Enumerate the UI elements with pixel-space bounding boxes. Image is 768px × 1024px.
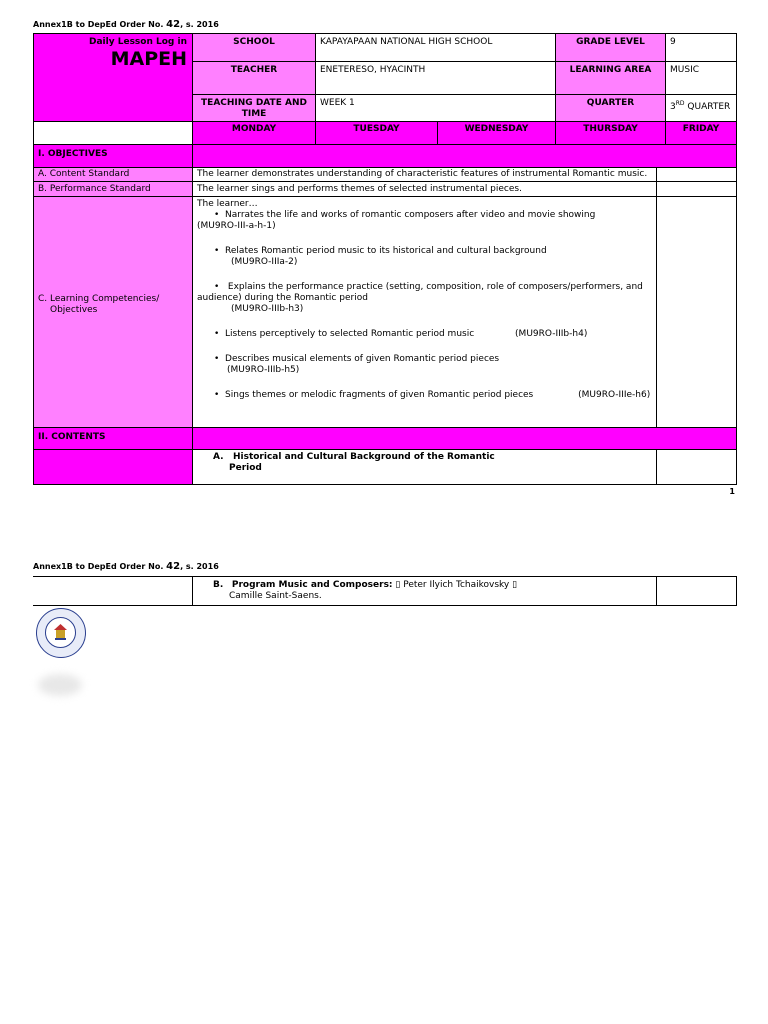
teaching-date-label: TEACHING DATE AND TIME — [192, 94, 316, 122]
day-thursday: THURSDAY — [555, 121, 666, 145]
learning-area-value: MUSIC — [665, 61, 737, 95]
competency-item: • Listens perceptively to selected Romantic period music (MU9RO-IIIb-h4) — [214, 329, 588, 339]
competencies-friday — [656, 196, 737, 428]
teacher-value: ENETERESO, HYACINTH — [315, 61, 556, 95]
competency-item: • Relates Romantic period music to its historical and cultural background (MU9RO-IIIa-2) — [214, 246, 547, 267]
grade-level-label: GRADE LEVEL — [555, 33, 666, 62]
contents-heading-fill — [192, 427, 737, 450]
competency-item: • Describes musical elements of given Romantic period pieces (MU9RO-IIIb-h5) — [214, 354, 500, 375]
grade-level-value: 9 — [665, 33, 737, 62]
contents-a-friday — [656, 449, 737, 485]
teaching-date-value: WEEK 1 — [315, 94, 556, 122]
teacher-label: TEACHER — [192, 61, 316, 95]
contents-heading: II. CONTENTS — [33, 427, 193, 450]
content-standard-label: A. Content Standard — [33, 167, 193, 182]
objectives-heading: I. OBJECTIVES — [33, 144, 193, 168]
blurred-mark — [38, 674, 82, 696]
school-label: SCHOOL — [192, 33, 316, 62]
log-title: Daily Lesson Log in — [89, 37, 187, 47]
content-standard-text: The learner demonstrates understanding of characteristic features of instrumental Romantic music. — [192, 167, 657, 182]
contents-a-left — [33, 449, 193, 485]
quarter-label: QUARTER — [555, 94, 666, 122]
page-number: 1 — [729, 487, 735, 496]
competency-item: • Explains the performance practice (setting, composition, role of composers/performers, and audience) during the Romantic period (MU9RO-IIIb-h3) — [197, 282, 643, 314]
day-wednesday: WEDNESDAY — [437, 121, 556, 145]
day-tuesday: TUESDAY — [315, 121, 438, 145]
learning-area-label: LEARNING AREA — [555, 61, 666, 95]
title-block — [33, 33, 193, 122]
day-monday: MONDAY — [192, 121, 316, 145]
quarter-value: 3RD QUARTER — [665, 94, 737, 122]
contents-item-a: A. Historical and Cultural Background of the Romantic Period — [192, 449, 657, 485]
annex-reference-page-2: Annex1B to DepEd Order No. 42, s. 2016 — [33, 561, 219, 572]
school-value: KAPAYAPAAN NATIONAL HIGH SCHOOL — [315, 33, 556, 62]
competency-item: • Narrates the life and works of romantic composers after video and movie showing (MU9RO-III-a-h-1) — [197, 210, 596, 231]
day-friday: FRIDAY — [665, 121, 737, 145]
contents-item-b: B. Program Music and Composers: ▯ Peter Ilyich Tchaikovsky ▯ Camille Saint-Saens. — [192, 576, 657, 606]
objectives-heading-fill — [192, 144, 737, 168]
competencies-list — [192, 196, 657, 428]
performance-standard-friday — [656, 181, 737, 197]
performance-standard-text: The learner sings and performs themes of selected instrumental pieces. — [192, 181, 657, 197]
performance-standard-label: B. Performance Standard — [33, 181, 193, 197]
competency-item: • Sings themes or melodic fragments of given Romantic period pieces (MU9RO-IIIe-h6) — [214, 390, 651, 400]
contents-b-left — [33, 576, 193, 606]
subject-title: MAPEH — [110, 48, 187, 70]
days-row-blank — [33, 121, 193, 145]
deped-seal-icon — [36, 608, 86, 658]
competencies-intro: The learner… — [197, 199, 258, 209]
annex-reference: Annex1B to DepEd Order No. 42, s. 2016 — [33, 19, 219, 30]
content-standard-friday — [656, 167, 737, 182]
competencies-label: C. Learning Competencies/ Objectives — [33, 196, 193, 428]
contents-b-friday — [656, 576, 737, 606]
